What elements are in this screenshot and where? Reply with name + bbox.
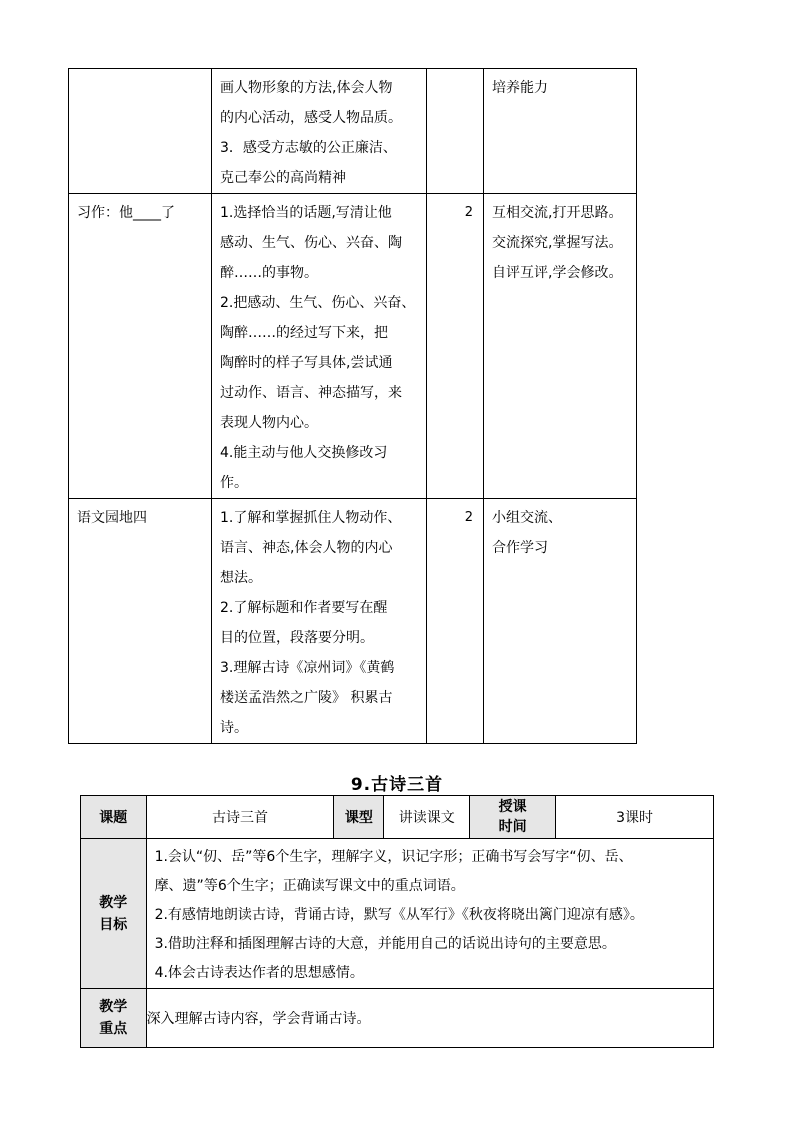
lesson-name-cell [69, 69, 212, 194]
hours-cell: 2 [427, 194, 484, 499]
goal-line: 4.体会古诗表达作者的思想感情。 [154, 965, 364, 981]
goal-line: 醉……的事物。 [220, 265, 318, 281]
goal-line: 画人物形象的方法,体会人物 [220, 80, 393, 96]
time-value: 3课时 [556, 796, 714, 839]
goal-line: 陶醉时的样子写具体,尝试通 [220, 355, 393, 371]
hours-cell: 2 [427, 499, 484, 744]
goal-line: 过动作、语言、神态描写，来 [220, 385, 402, 401]
topic-value: 古诗三首 [146, 796, 334, 839]
lesson-name-cell: 习作：他____了 [69, 194, 212, 499]
hours-cell [427, 69, 484, 194]
topic-label: 课题 [81, 796, 147, 839]
goal-line: 1.了解和掌握抓住人物动作、 [220, 510, 402, 526]
goal-line: 2.了解标题和作者要写在醒 [220, 600, 388, 616]
goal-line: 1.会认“仞、岳”等6个生字，理解字义，识记字形；正确书写会写字“仞、岳、 [154, 849, 633, 865]
methods-cell [484, 194, 637, 499]
lesson-plan-table [80, 795, 714, 1048]
goal-line: 3．感受方志敏的公正廉洁、 [220, 140, 397, 156]
goals-cell [212, 194, 427, 499]
goal-line: 想法。 [220, 570, 262, 586]
goal-line: 楼送孟浩然之广陵》 积累古 [220, 690, 393, 706]
goal-line: 目的位置，段落要分明。 [220, 630, 374, 646]
method-line: 互相交流,打开思路。 [492, 205, 623, 221]
goal-line: 2.有感情地朗读古诗，背诵古诗，默写《从军行》《秋夜将晓出篱门迎凉有感》。 [154, 907, 644, 923]
goal-line: 诗。 [220, 720, 248, 736]
lesson-name-cell: 语文园地四 [69, 499, 212, 744]
header-row [81, 796, 714, 839]
goals-content [146, 839, 713, 989]
goals-label: 教学 目标 [81, 839, 147, 989]
method-line: 小组交流、 [492, 510, 562, 526]
methods-cell [484, 69, 637, 194]
goals-row [81, 839, 714, 989]
goal-line: 感动、生气、伤心、兴奋、陶 [220, 235, 402, 251]
goal-line: 3.借助注释和插图理解古诗的大意，并能用自己的话说出诗句的主要意思。 [154, 936, 616, 952]
goal-line: 4.能主动与他人交换修改习 [220, 445, 388, 461]
goals-cell [212, 69, 427, 194]
focus-label: 教学 重点 [81, 989, 147, 1048]
goal-line: 3.理解古诗《凉州词》《黄鹤 [220, 660, 395, 676]
method-line: 自评互评,学会修改。 [492, 265, 623, 281]
goal-line: 陶醉……的经过写下来，把 [220, 325, 388, 341]
goal-line: 2.把感动、生气、伤心、兴奋、 [220, 295, 416, 311]
focus-row [81, 989, 714, 1048]
focus-content: 深入理解古诗内容，学会背诵古诗。 [146, 989, 713, 1048]
type-label: 课型 [334, 796, 384, 839]
goal-line: 的内心活动，感受人物品质。 [220, 110, 402, 126]
table-row [69, 194, 637, 499]
goals-cell [212, 499, 427, 744]
methods-cell [484, 499, 637, 744]
goal-line: 作。 [220, 475, 248, 491]
goal-line: 语言、神态,体会人物的内心 [220, 540, 393, 556]
method-line: 合作学习 [492, 540, 548, 556]
method-line: 培养能力 [492, 80, 548, 96]
type-value: 讲读课文 [384, 796, 470, 839]
method-line: 交流探究,掌握写法。 [492, 235, 623, 251]
goal-line: 克己奉公的高尚精神 [220, 170, 346, 186]
table-row [69, 69, 637, 194]
goal-line: 表现人物内心。 [220, 415, 318, 431]
unit-plan-table [68, 68, 637, 744]
goal-line: 1.选择恰当的话题,写清让他 [220, 205, 392, 221]
time-label: 授课 时间 [470, 796, 556, 839]
goal-line: 摩、遗”等6个生字；正确读写课文中的重点词语。 [154, 878, 465, 894]
lesson-title: 9.古诗三首 [350, 775, 444, 795]
table-row [69, 499, 637, 744]
